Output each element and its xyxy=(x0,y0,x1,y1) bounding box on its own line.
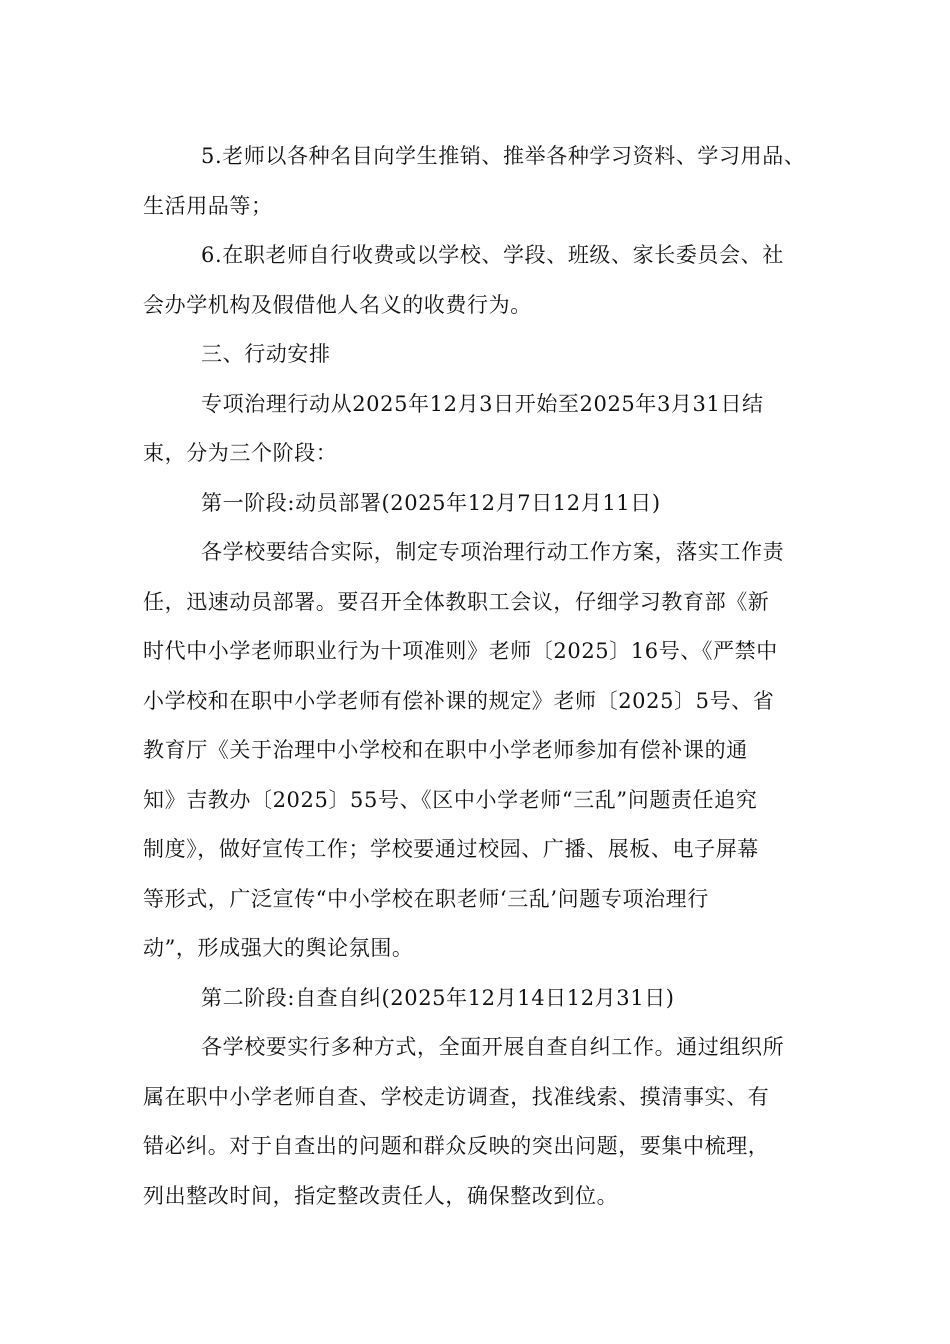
text-line: 第二阶段:自查自纠(2025年12月14日12月31日) xyxy=(201,985,675,1010)
text-line: 教育厅《关于治理中小学校和在职中小学老师参加有偿补课的通 xyxy=(143,738,748,762)
text-line: 各学校要实行多种方式，全面开展自查自纠工作。通过组织所 xyxy=(201,1035,785,1059)
text-line: 时代中小学老师职业行为十项准则》老师〔2025〕16号、《严禁中 xyxy=(143,639,778,663)
text-line: 知》吉教办〔2025〕55号、《区中小学老师“三乱”问题责任追究 xyxy=(143,787,758,812)
phase-two-body xyxy=(143,1023,807,1221)
document-body xyxy=(143,132,807,1221)
paragraph-item-6 xyxy=(143,231,807,330)
phase-two-heading xyxy=(143,974,807,1024)
text-line: 会办学机构及假借他人名义的收费行为。 xyxy=(143,292,532,317)
text-line: 列出整改时间，指定整改责任人，确保整改到位。 xyxy=(143,1183,619,1208)
section-heading-action-plan xyxy=(143,330,807,380)
text-line: 专项治理行动从2025年12月3日开始至2025年3月31日结 xyxy=(201,391,764,416)
text-line: 第一阶段:动员部署(2025年12月7日12月11日) xyxy=(201,490,661,515)
phase-one-heading xyxy=(143,479,807,529)
phase-one-body xyxy=(143,528,807,974)
text-line: 6.在职老师自行收费或以学校、学段、班级、家长委员会、社 xyxy=(201,243,784,267)
text-line: 5.老师以各种名目向学生推销、推举各种学习资料、学习用品、 xyxy=(201,144,806,168)
text-line: 生活用品等； xyxy=(143,193,273,218)
text-line: 任，迅速动员部署。要召开全体教职工会议，仔细学习教育部《新 xyxy=(143,589,770,614)
text-line: 属在职中小学老师自查、学校走访调查，找准线索、摸清事实、有 xyxy=(143,1084,770,1109)
text-line: 动”，形成强大的舆论氛围。 xyxy=(143,936,414,960)
text-line: 三、行动安排 xyxy=(201,342,331,366)
text-line: 错必纠。对于自查出的问题和群众反映的突出问题，要集中梳理， xyxy=(143,1134,770,1158)
text-line: 小学校和在职中小学老师有偿补课的规定》老师〔2025〕5号、省 xyxy=(143,688,775,713)
text-line: 束，分为三个阶段： xyxy=(143,441,338,465)
text-line: 等形式，广泛宣传“中小学校在职老师‘三乱’问题专项治理行 xyxy=(143,886,709,911)
paragraph-schedule xyxy=(143,380,807,479)
text-line: 制度》，做好宣传工作；学校要通过校园、广播、展板、电子屏幕 xyxy=(143,837,759,861)
paragraph-item-5 xyxy=(143,132,807,231)
text-line: 各学校要结合实际，制定专项治理行动工作方案，落实工作责 xyxy=(201,540,785,564)
